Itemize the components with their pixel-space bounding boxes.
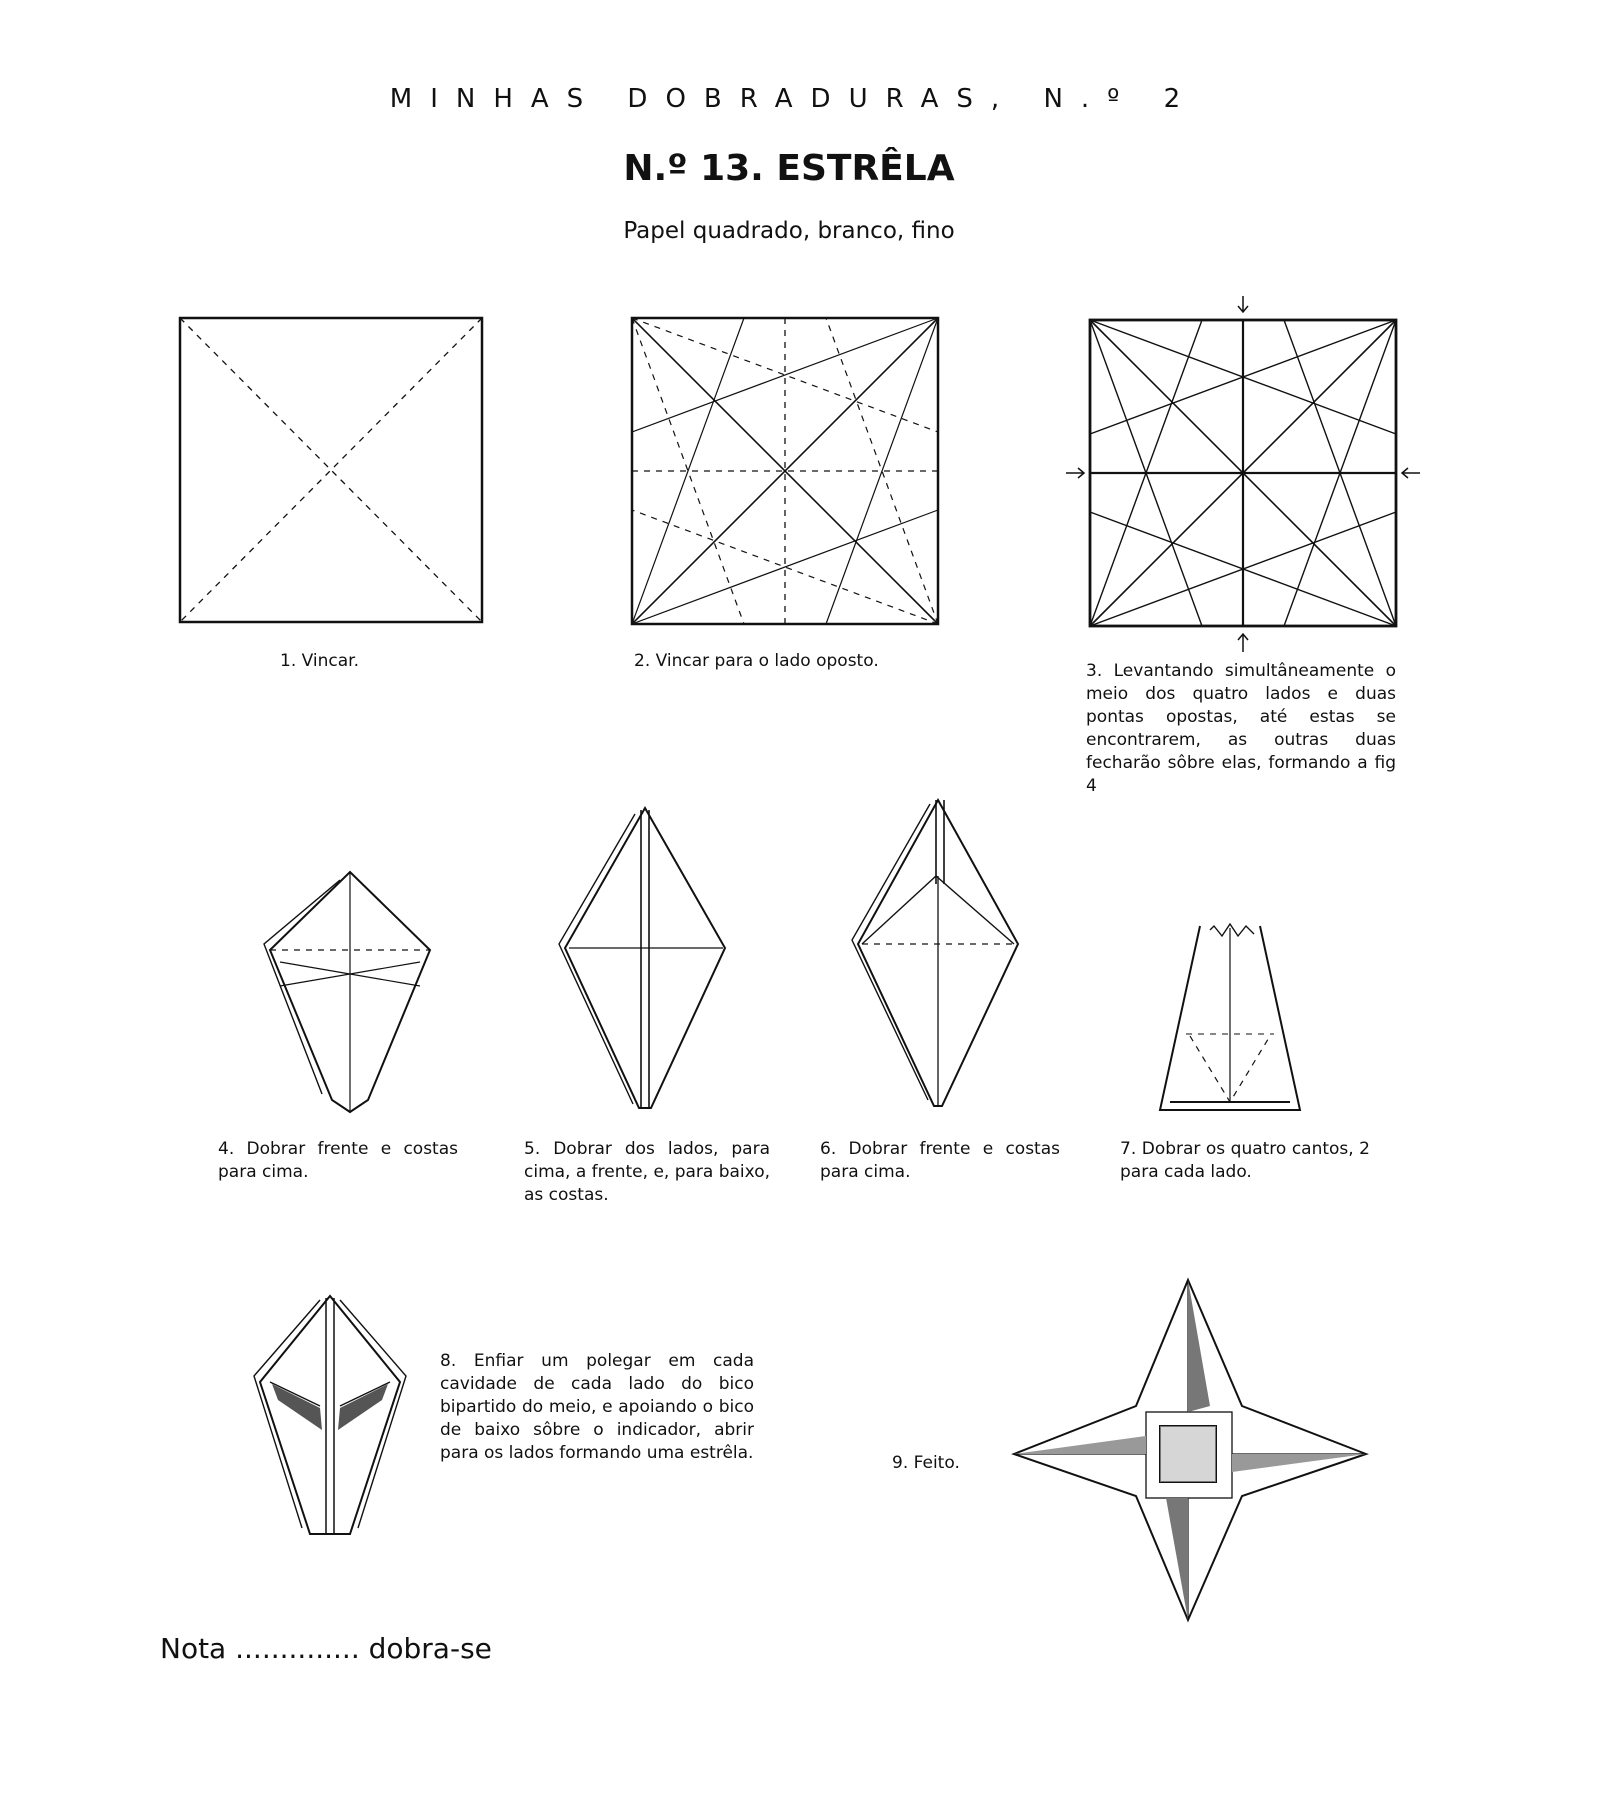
step-1-caption bbox=[280, 650, 440, 673]
step-7-number: 7. bbox=[1120, 1139, 1137, 1159]
figure-6-diagram bbox=[848, 794, 1028, 1114]
step-5-caption bbox=[524, 1138, 770, 1207]
figure-9-finished-star bbox=[1010, 1276, 1370, 1626]
step-6-number: 6. bbox=[820, 1139, 837, 1159]
figure-3-diagram bbox=[1062, 290, 1422, 660]
step-7-text: Dobrar os quatro cantos, 2 para cada lado. bbox=[1120, 1139, 1370, 1182]
footer-note: Nota .............. dobra-se bbox=[160, 1632, 492, 1665]
step-5-number: 5. bbox=[524, 1139, 541, 1159]
step-6-text: Dobrar frente e costas para cima. bbox=[820, 1139, 1060, 1182]
step-2-caption bbox=[634, 650, 934, 673]
step-8-caption bbox=[440, 1350, 754, 1465]
step-1-text: Vincar. bbox=[301, 651, 359, 671]
figure-2-diagram bbox=[624, 312, 944, 632]
step-1-number: 1. bbox=[280, 651, 297, 671]
figure-8-diagram bbox=[250, 1290, 410, 1540]
step-9-caption bbox=[892, 1452, 1002, 1475]
step-3-number: 3. bbox=[1086, 661, 1103, 681]
step-4-caption bbox=[218, 1138, 458, 1184]
step-2-text: Vincar para o lado oposto. bbox=[655, 651, 879, 671]
step-9-number: 9. bbox=[892, 1453, 909, 1473]
step-5-text: Dobrar dos lados, para cima, a frente, e, para baixo, as costas. bbox=[524, 1139, 771, 1205]
figure-7-diagram bbox=[1150, 920, 1310, 1120]
page-title: N.º 13. ESTRÊLA bbox=[623, 148, 955, 189]
step-2-number: 2. bbox=[634, 651, 651, 671]
figure-1-diagram bbox=[172, 312, 486, 630]
step-6-caption bbox=[820, 1138, 1060, 1184]
figure-5-diagram bbox=[555, 804, 735, 1114]
step-9-text: Feito. bbox=[913, 1453, 960, 1473]
paper-instructions: Papel quadrado, branco, fino bbox=[623, 218, 955, 244]
step-8-number: 8. bbox=[440, 1351, 457, 1371]
series-title: MINHAS DOBRADURAS, N.º 2 bbox=[389, 84, 1199, 114]
step-8-text: Enfiar um polegar em cada cavidade de cada lado do bico bipartido do meio, e apoiando o bico de baixo sôbre o indicador, abrir para os lados formando uma estrêla. bbox=[440, 1351, 754, 1463]
step-3-caption bbox=[1086, 660, 1396, 798]
step-7-caption bbox=[1120, 1138, 1370, 1184]
step-4-number: 4. bbox=[218, 1139, 235, 1159]
step-3-text: Levantando simultâneamente o meio dos quatro lados e duas pontas opostas, até estas se encontrarem, as outras duas fecharão sôbre elas, formando a fig 4 bbox=[1086, 661, 1397, 796]
figure-4-diagram bbox=[260, 866, 440, 1116]
step-4-text: Dobrar frente e costas para cima. bbox=[218, 1139, 458, 1182]
